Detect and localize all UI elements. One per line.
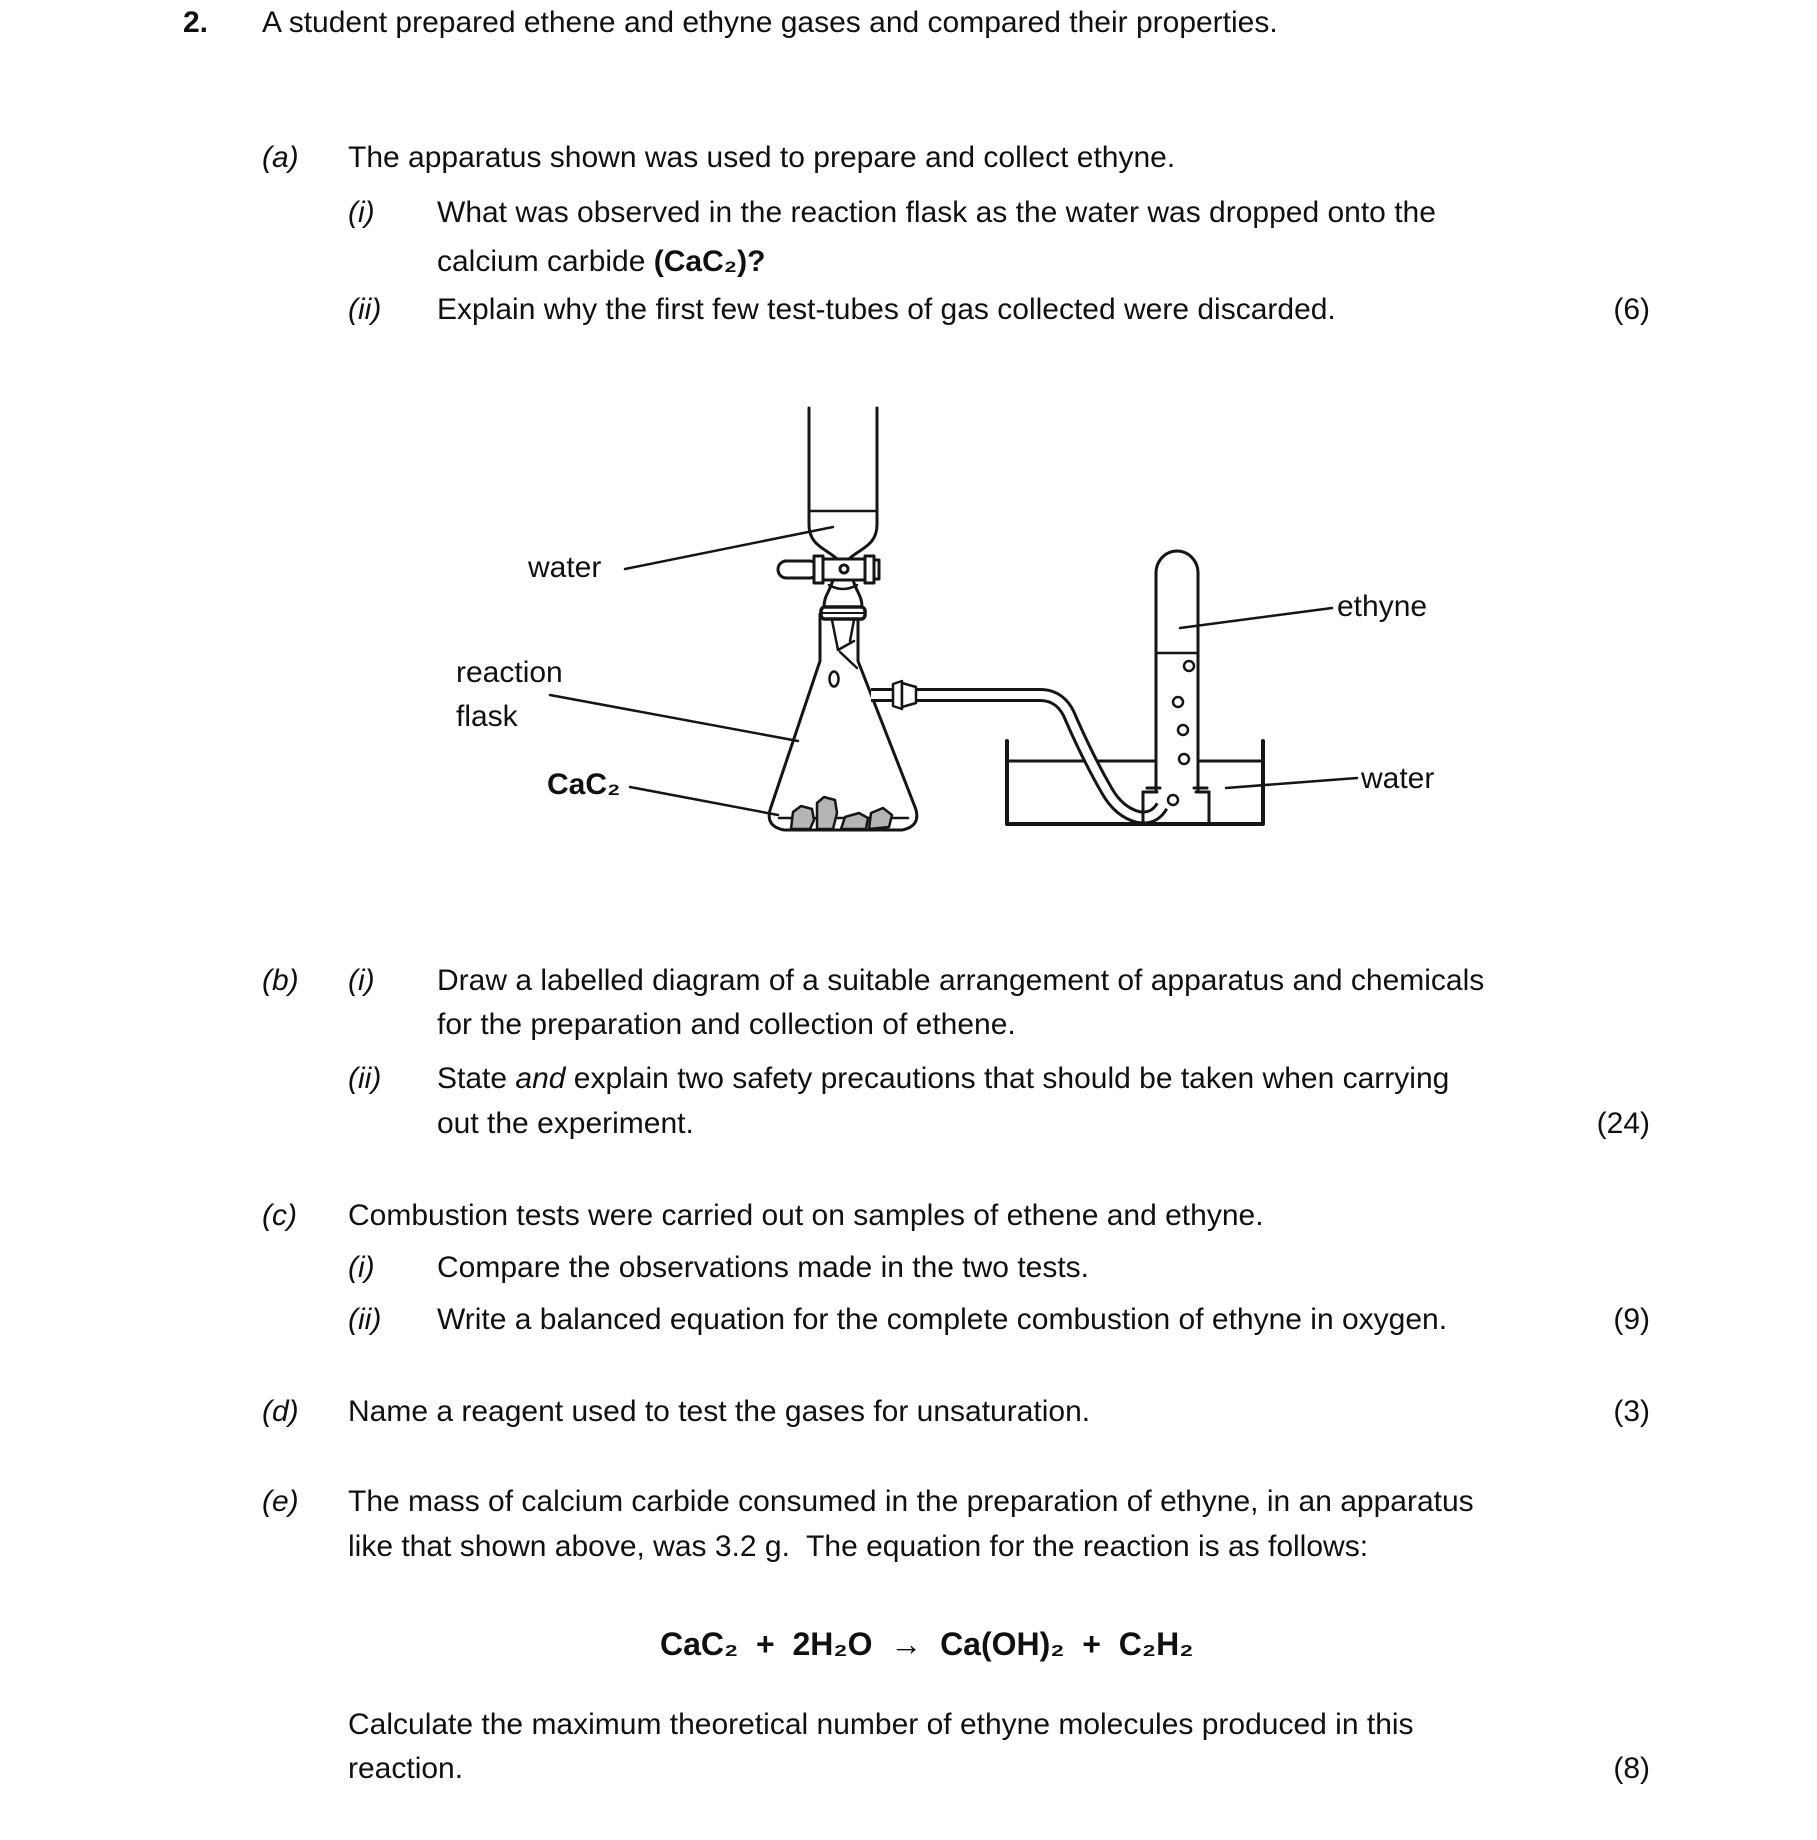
part-e-line1: The mass of calcium carbide consumed in the preparation of ethyne, in an apparatus	[348, 1485, 1474, 1518]
part-a-i-line2-formula: (CaC₂)?	[653, 245, 766, 278]
part-e-line3: Calculate the maximum theoretical number of ethyne molecules produced in this	[348, 1708, 1414, 1741]
leader-reaction-flask	[550, 695, 798, 741]
side-arm-connector	[893, 681, 916, 709]
part-b-ii-seg3: explain two safety precautions that should be taken when carrying	[565, 1062, 1450, 1095]
leader-trough-water	[1226, 778, 1357, 788]
question-number: 2.	[183, 6, 209, 39]
part-e-marks: (8)	[1613, 1752, 1650, 1785]
part-a-marks: (6)	[1613, 293, 1650, 326]
part-a-label: (a)	[262, 141, 299, 174]
part-c-text: Combustion tests were carried out on samples of ethene and ethyne.	[348, 1199, 1264, 1232]
label-flask: flask	[456, 700, 518, 733]
part-a-i-label: (i)	[348, 196, 375, 229]
part-a-text: The apparatus shown was used to prepare and collect ethyne.	[348, 141, 1176, 174]
part-b-i-line1: Draw a labelled diagram of a suitable arrangement of apparatus and chemicals	[437, 964, 1485, 997]
leader-ethyne	[1180, 608, 1332, 628]
label-reaction: reaction	[456, 656, 563, 689]
part-e-label: (e)	[262, 1485, 299, 1518]
label-trough-water: water	[1361, 762, 1435, 795]
question-intro: A student prepared ethene and ethyne gases and compared their properties.	[262, 6, 1278, 39]
chemical-equation: CaC₂ + 2H₂O → Ca(OH)₂ + C₂H₂	[660, 1626, 1194, 1662]
part-b-marks: (24)	[1596, 1107, 1650, 1140]
part-c-label: (c)	[262, 1199, 297, 1232]
part-b-ii-seg2: and	[515, 1062, 566, 1095]
part-c-i-text: Compare the observations made in the two tests.	[437, 1251, 1090, 1284]
leader-cac2	[630, 787, 778, 815]
part-b-ii-line2: out the experiment.	[437, 1107, 694, 1140]
leader-lines	[550, 527, 1357, 815]
part-d-label: (d)	[262, 1395, 299, 1428]
part-b-i-label: (i)	[348, 964, 375, 997]
part-b-ii-seg1: State	[437, 1062, 516, 1095]
part-e-line4: reaction.	[348, 1752, 464, 1785]
part-d-marks: (3)	[1613, 1395, 1650, 1428]
delivery-tube-outer	[871, 695, 1162, 818]
label-cac2: CaC₂	[547, 768, 621, 801]
part-b-ii-label: (ii)	[348, 1062, 382, 1095]
part-e-line2: like that shown above, was 3.2 g. The equation for the reaction is as follows:	[348, 1530, 1369, 1563]
part-d-text: Name a reagent used to test the gases for unsaturation.	[348, 1395, 1091, 1428]
part-a-i-line2-text: calcium carbide	[437, 245, 654, 278]
label-ethyne: ethyne	[1337, 590, 1428, 623]
part-a-i-line1: What was observed in the reaction flask as the water was dropped onto the	[437, 196, 1436, 229]
part-c-ii-text: Write a balanced equation for the complete combustion of ethyne in oxygen.	[437, 1303, 1448, 1336]
part-b-label: (b)	[262, 964, 299, 997]
part-c-i-label: (i)	[348, 1251, 375, 1284]
part-a-ii-label: (ii)	[348, 293, 382, 326]
part-c-ii-label: (ii)	[348, 1303, 382, 1336]
part-b-i-line2: for the preparation and collection of ethene.	[437, 1008, 1016, 1041]
label-funnel-water: water	[528, 551, 602, 584]
part-c-marks: (9)	[1613, 1303, 1650, 1336]
part-a-ii-text: Explain why the first few test-tubes of gas collected were discarded.	[437, 293, 1336, 326]
